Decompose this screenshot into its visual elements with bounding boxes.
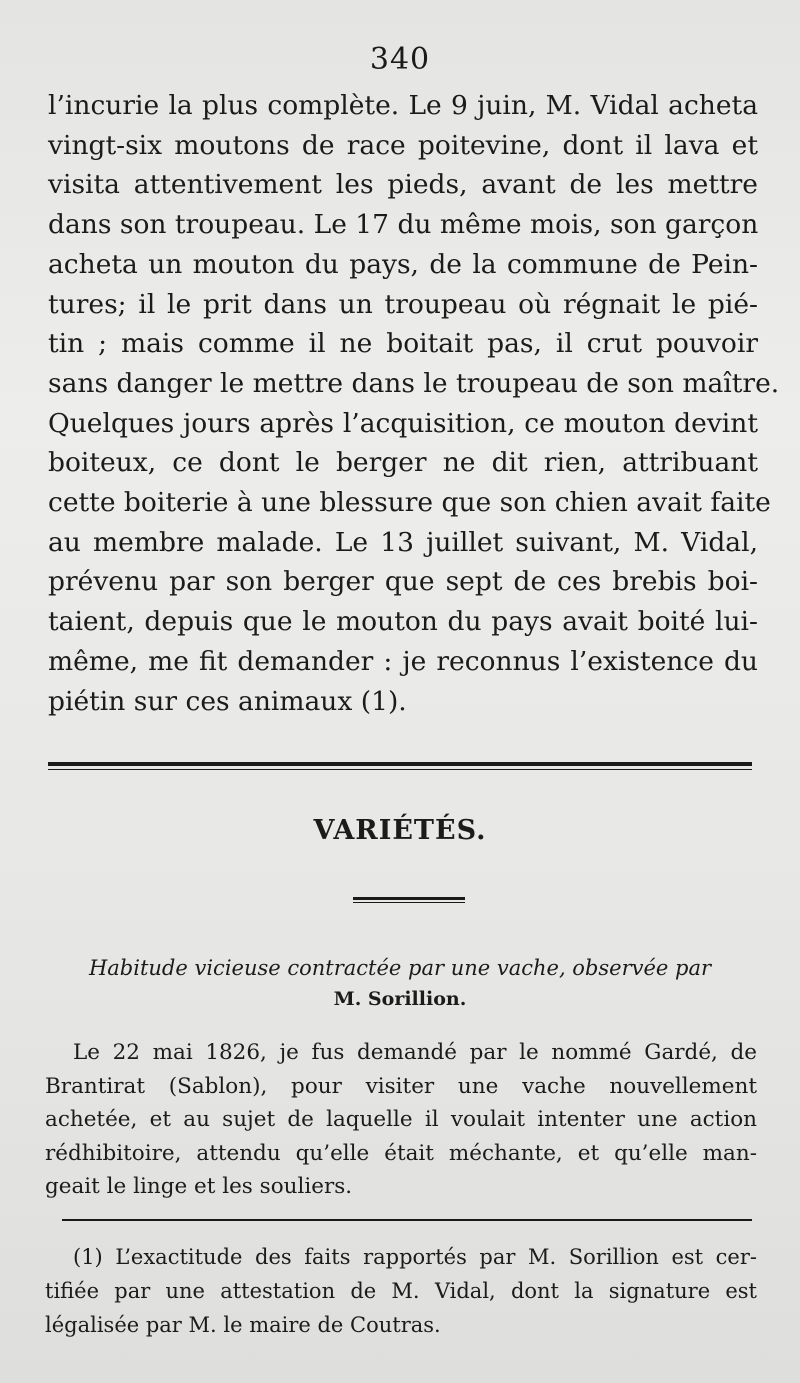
text-line: l’incurie la plus complète. Le 9 juin, M. Vidal acheta [48, 90, 758, 121]
article-author: M. Sorillion. [333, 988, 467, 1010]
footnote-line: tifiée par une attestation de M. Vidal, dont la signature est [45, 1279, 757, 1303]
text-line: sans danger le mettre dans le troupeau de son maître. [48, 367, 780, 399]
text-line: piétin sur ces animaux (1). [48, 685, 407, 717]
section-divider-rule [48, 762, 752, 770]
footnote-rule [62, 1219, 752, 1221]
main-text [48, 86, 780, 721]
title-underline-rule [353, 897, 465, 903]
text-line: cette boiterie à une blessure que son chien avait faite [48, 487, 771, 519]
text-line: Quelques jours après l’acquisition, ce mouton devint [48, 407, 758, 439]
page-number: 340 [369, 42, 431, 77]
text-line: boiteux, ce dont le berger ne dit rien, attribuant [48, 447, 758, 479]
text-line: tin ; mais comme il ne boitait pas, il crut pouvoir [48, 328, 758, 360]
text-line: même, me fit demander : je reconnus l’existence du [48, 645, 758, 677]
text-line: Brantirat (Sablon), pour visiter une vache nouvellement [45, 1073, 757, 1099]
text-line: prévenu par son berger que sept de ces brebis boi- [48, 566, 758, 598]
text-line: tures; il le prit dans un troupeau où régnait le pié- [48, 288, 758, 320]
text-line: Le 22 mai 1826, je fus demandé par le nommé Gardé, de [73, 1040, 757, 1065]
text-line: taient, depuis que le mouton du pays avait boité lui- [48, 606, 758, 638]
footnote [45, 1240, 757, 1342]
text-line: vingt-six moutons de race poitevine, dont il lava et [48, 129, 758, 161]
text-line: dans son troupeau. Le 17 du même mois, son garçon [48, 209, 759, 241]
section-title: VARIÉTÉS. [313, 815, 487, 846]
footnote-line: (1) L’exactitude des faits rapportés par M. Sorillion est cer- [73, 1245, 757, 1269]
text-line: geait le linge et les souliers. [45, 1174, 353, 1199]
text-line: au membre malade. Le 13 juillet suivant, M. Vidal, [48, 526, 758, 558]
article-body [45, 1036, 757, 1204]
text-line: visita attentivement les pieds, avant de les mettre [48, 169, 758, 201]
text-line: achetée, et au sujet de laquelle il voulait intenter une action [45, 1107, 757, 1132]
text-line: acheta un mouton du pays, de la commune de Pein- [48, 248, 758, 280]
article-subtitle: Habitude vicieuse contractée par une vache, observée par [88, 956, 712, 980]
footnote-line: légalisée par M. le maire de Coutras. [45, 1313, 441, 1337]
text-line: rédhibitoire, attendu qu’elle était méchante, et qu’elle man- [45, 1140, 757, 1166]
